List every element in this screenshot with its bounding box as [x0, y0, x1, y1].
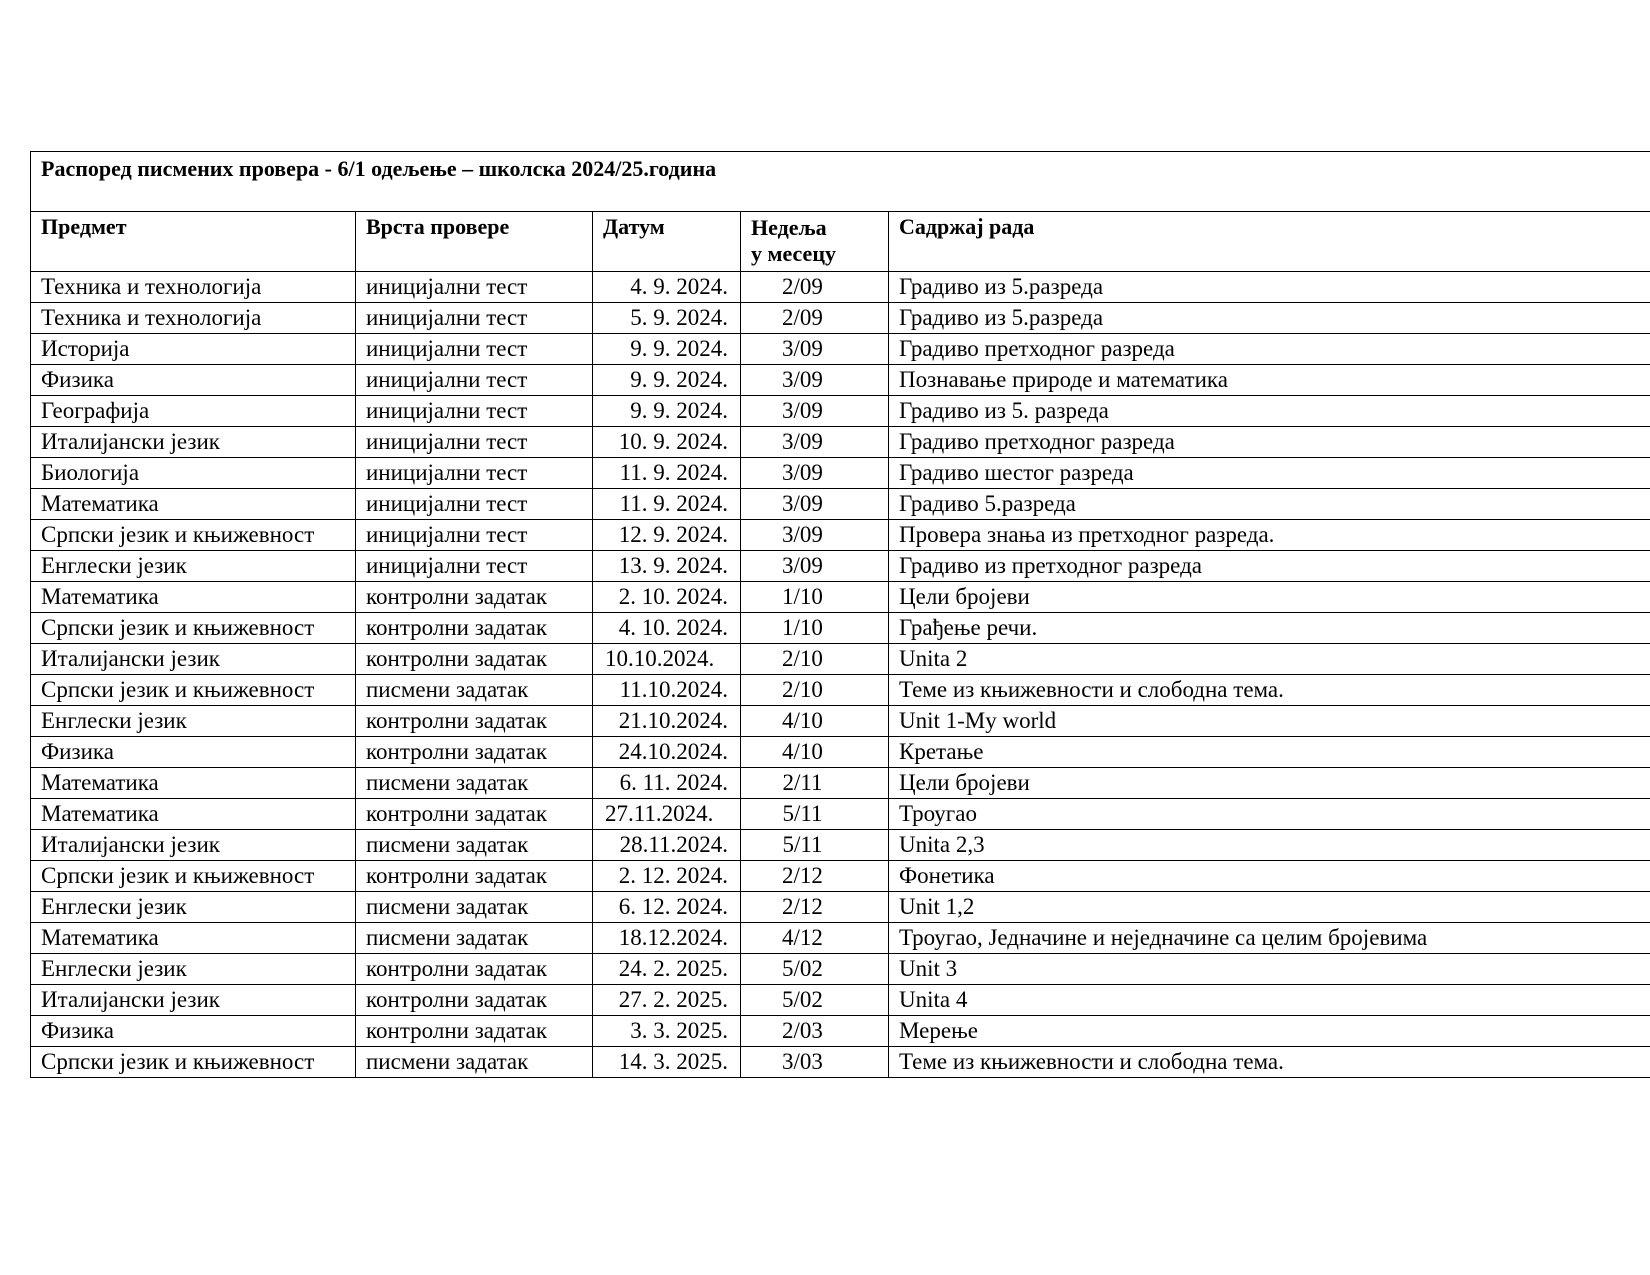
cell-content: Теме из књижевности и слободна тема.	[889, 675, 1650, 706]
cell-subject: Српски језик и књижевност	[31, 520, 356, 551]
cell-subject: Италијански језик	[31, 427, 356, 458]
table-row	[31, 551, 1650, 582]
cell-week: 3/09	[741, 458, 889, 489]
cell-content: Unit 1-My world	[889, 706, 1650, 737]
cell-type: писмени задатак	[356, 1047, 593, 1078]
table-title: Распоред писмених провера - 6/1 одељење – школска 2024/25.година	[31, 152, 1650, 212]
header-content: Садржај рада	[889, 212, 1650, 272]
cell-subject: Италијански језик	[31, 985, 356, 1016]
table-body	[31, 272, 1650, 1078]
cell-date: 3. 3. 2025.	[593, 1016, 741, 1047]
cell-date: 5. 9. 2024.	[593, 303, 741, 334]
cell-type: контролни задатак	[356, 644, 593, 675]
cell-date: 24. 2. 2025.	[593, 954, 741, 985]
cell-content: Кретање	[889, 737, 1650, 768]
cell-subject: Српски језик и књижевност	[31, 613, 356, 644]
cell-type: иницијални тест	[356, 396, 593, 427]
cell-subject: Математика	[31, 923, 356, 954]
cell-type: иницијални тест	[356, 427, 593, 458]
cell-content: Цели бројеви	[889, 768, 1650, 799]
table-row	[31, 520, 1650, 551]
table-row	[31, 768, 1650, 799]
table-row	[31, 861, 1650, 892]
cell-date: 14. 3. 2025.	[593, 1047, 741, 1078]
cell-week: 2/12	[741, 892, 889, 923]
table-row	[31, 334, 1650, 365]
cell-content: Цели бројеви	[889, 582, 1650, 613]
cell-date: 9. 9. 2024.	[593, 396, 741, 427]
cell-content: Грађење речи.	[889, 613, 1650, 644]
cell-week: 1/10	[741, 582, 889, 613]
cell-content: Градиво из 5.разреда	[889, 272, 1650, 303]
cell-subject: Физика	[31, 737, 356, 768]
cell-type: контролни задатак	[356, 985, 593, 1016]
cell-content: Мерење	[889, 1016, 1650, 1047]
cell-week: 2/11	[741, 768, 889, 799]
cell-date: 4. 10. 2024.	[593, 613, 741, 644]
table-row	[31, 396, 1650, 427]
cell-week: 4/10	[741, 737, 889, 768]
cell-content: Провера знања из претходног разреда.	[889, 520, 1650, 551]
cell-content: Градиво из 5. разреда	[889, 396, 1650, 427]
cell-content: Unita 2	[889, 644, 1650, 675]
cell-date: 18.12.2024.	[593, 923, 741, 954]
cell-week: 2/10	[741, 644, 889, 675]
cell-type: писмени задатак	[356, 892, 593, 923]
cell-week: 2/03	[741, 1016, 889, 1047]
table-row	[31, 737, 1650, 768]
cell-content: Unita 2,3	[889, 830, 1650, 861]
cell-content: Теме из књижевности и слободна тема.	[889, 1047, 1650, 1078]
table-row	[31, 427, 1650, 458]
cell-content: Unita 4	[889, 985, 1650, 1016]
cell-content: Градиво 5.разреда	[889, 489, 1650, 520]
cell-subject: Српски језик и књижевност	[31, 1047, 356, 1078]
cell-type: иницијални тест	[356, 551, 593, 582]
table-row	[31, 644, 1650, 675]
cell-content: Градиво претходног разреда	[889, 334, 1650, 365]
table-row	[31, 985, 1650, 1016]
cell-subject: Математика	[31, 489, 356, 520]
cell-type: писмени задатак	[356, 830, 593, 861]
table-row	[31, 1047, 1650, 1078]
cell-subject: Техника и технологија	[31, 272, 356, 303]
cell-week: 5/11	[741, 830, 889, 861]
cell-date: 27.11.2024.	[593, 799, 741, 830]
cell-week: 3/09	[741, 334, 889, 365]
cell-week: 2/12	[741, 861, 889, 892]
cell-subject: Енглески језик	[31, 954, 356, 985]
cell-week: 3/09	[741, 551, 889, 582]
cell-date: 11.10.2024.	[593, 675, 741, 706]
cell-content: Познавање природе и математика	[889, 365, 1650, 396]
cell-week: 3/09	[741, 520, 889, 551]
cell-content: Фонетика	[889, 861, 1650, 892]
cell-date: 11. 9. 2024.	[593, 458, 741, 489]
table-row	[31, 706, 1650, 737]
cell-type: иницијални тест	[356, 489, 593, 520]
cell-type: писмени задатак	[356, 768, 593, 799]
cell-date: 12. 9. 2024.	[593, 520, 741, 551]
cell-type: контролни задатак	[356, 582, 593, 613]
table-row	[31, 892, 1650, 923]
cell-type: писмени задатак	[356, 923, 593, 954]
title-row	[31, 152, 1650, 212]
cell-content: Unit 3	[889, 954, 1650, 985]
cell-week: 4/10	[741, 706, 889, 737]
table-row	[31, 799, 1650, 830]
table-row	[31, 1016, 1650, 1047]
cell-week: 2/09	[741, 303, 889, 334]
cell-date: 27. 2. 2025.	[593, 985, 741, 1016]
cell-subject: Енглески језик	[31, 551, 356, 582]
table-row	[31, 923, 1650, 954]
cell-date: 6. 12. 2024.	[593, 892, 741, 923]
cell-type: контролни задатак	[356, 737, 593, 768]
cell-date: 9. 9. 2024.	[593, 365, 741, 396]
table-row	[31, 365, 1650, 396]
cell-subject: Физика	[31, 1016, 356, 1047]
cell-subject: Историја	[31, 334, 356, 365]
cell-week: 3/09	[741, 396, 889, 427]
cell-subject: Географија	[31, 396, 356, 427]
cell-type: контролни задатак	[356, 706, 593, 737]
table-row	[31, 272, 1650, 303]
table-row	[31, 613, 1650, 644]
cell-subject: Енглески језик	[31, 892, 356, 923]
table-row	[31, 489, 1650, 520]
cell-week: 3/09	[741, 489, 889, 520]
cell-date: 28.11.2024.	[593, 830, 741, 861]
cell-content: Градиво шестог разреда	[889, 458, 1650, 489]
cell-content: Unit 1,2	[889, 892, 1650, 923]
cell-week: 4/12	[741, 923, 889, 954]
cell-subject: Италијански језик	[31, 830, 356, 861]
cell-week: 3/03	[741, 1047, 889, 1078]
cell-type: контролни задатак	[356, 799, 593, 830]
header-week-line1: Недеља	[751, 215, 827, 240]
cell-content: Градиво из 5.разреда	[889, 303, 1650, 334]
cell-subject: Енглески језик	[31, 706, 356, 737]
cell-type: контролни задатак	[356, 954, 593, 985]
cell-type: контролни задатак	[356, 1016, 593, 1047]
cell-type: иницијални тест	[356, 365, 593, 396]
cell-date: 2. 12. 2024.	[593, 861, 741, 892]
table-row	[31, 303, 1650, 334]
cell-type: контролни задатак	[356, 861, 593, 892]
cell-type: контролни задатак	[356, 613, 593, 644]
header-type: Врста провере	[356, 212, 593, 272]
header-date: Датум	[593, 212, 741, 272]
cell-type: иницијални тест	[356, 520, 593, 551]
cell-subject: Италијански језик	[31, 644, 356, 675]
cell-content: Троугао, Једначине и неједначине са целим бројевима	[889, 923, 1650, 954]
cell-type: иницијални тест	[356, 458, 593, 489]
table-row	[31, 582, 1650, 613]
header-subject: Предмет	[31, 212, 356, 272]
header-week-line2: у месецу	[751, 241, 836, 266]
cell-date: 24.10.2024.	[593, 737, 741, 768]
cell-date: 2. 10. 2024.	[593, 582, 741, 613]
table-row	[31, 458, 1650, 489]
cell-subject: Српски језик и књижевност	[31, 675, 356, 706]
schedule-table	[30, 151, 1650, 1078]
cell-week: 5/02	[741, 954, 889, 985]
cell-week: 5/11	[741, 799, 889, 830]
cell-content: Градиво претходног разреда	[889, 427, 1650, 458]
cell-type: иницијални тест	[356, 334, 593, 365]
schedule-document	[30, 151, 1650, 1078]
cell-date: 10. 9. 2024.	[593, 427, 741, 458]
cell-subject: Математика	[31, 768, 356, 799]
cell-week: 1/10	[741, 613, 889, 644]
table-row	[31, 675, 1650, 706]
cell-subject: Техника и технологија	[31, 303, 356, 334]
cell-subject: Физика	[31, 365, 356, 396]
cell-week: 2/09	[741, 272, 889, 303]
cell-date: 11. 9. 2024.	[593, 489, 741, 520]
cell-content: Троугао	[889, 799, 1650, 830]
cell-week: 3/09	[741, 427, 889, 458]
cell-date: 9. 9. 2024.	[593, 334, 741, 365]
cell-type: писмени задатак	[356, 675, 593, 706]
cell-week: 5/02	[741, 985, 889, 1016]
cell-subject: Биологија	[31, 458, 356, 489]
table-row	[31, 954, 1650, 985]
header-week	[741, 212, 889, 272]
cell-subject: Српски језик и књижевност	[31, 861, 356, 892]
cell-week: 3/09	[741, 365, 889, 396]
cell-subject: Математика	[31, 799, 356, 830]
cell-type: иницијални тест	[356, 303, 593, 334]
table-row	[31, 830, 1650, 861]
cell-date: 21.10.2024.	[593, 706, 741, 737]
cell-content: Градиво из претходног разреда	[889, 551, 1650, 582]
cell-date: 6. 11. 2024.	[593, 768, 741, 799]
cell-week: 2/10	[741, 675, 889, 706]
cell-date: 10.10.2024.	[593, 644, 741, 675]
cell-subject: Математика	[31, 582, 356, 613]
cell-type: иницијални тест	[356, 272, 593, 303]
cell-date: 4. 9. 2024.	[593, 272, 741, 303]
cell-date: 13. 9. 2024.	[593, 551, 741, 582]
header-row	[31, 212, 1650, 272]
